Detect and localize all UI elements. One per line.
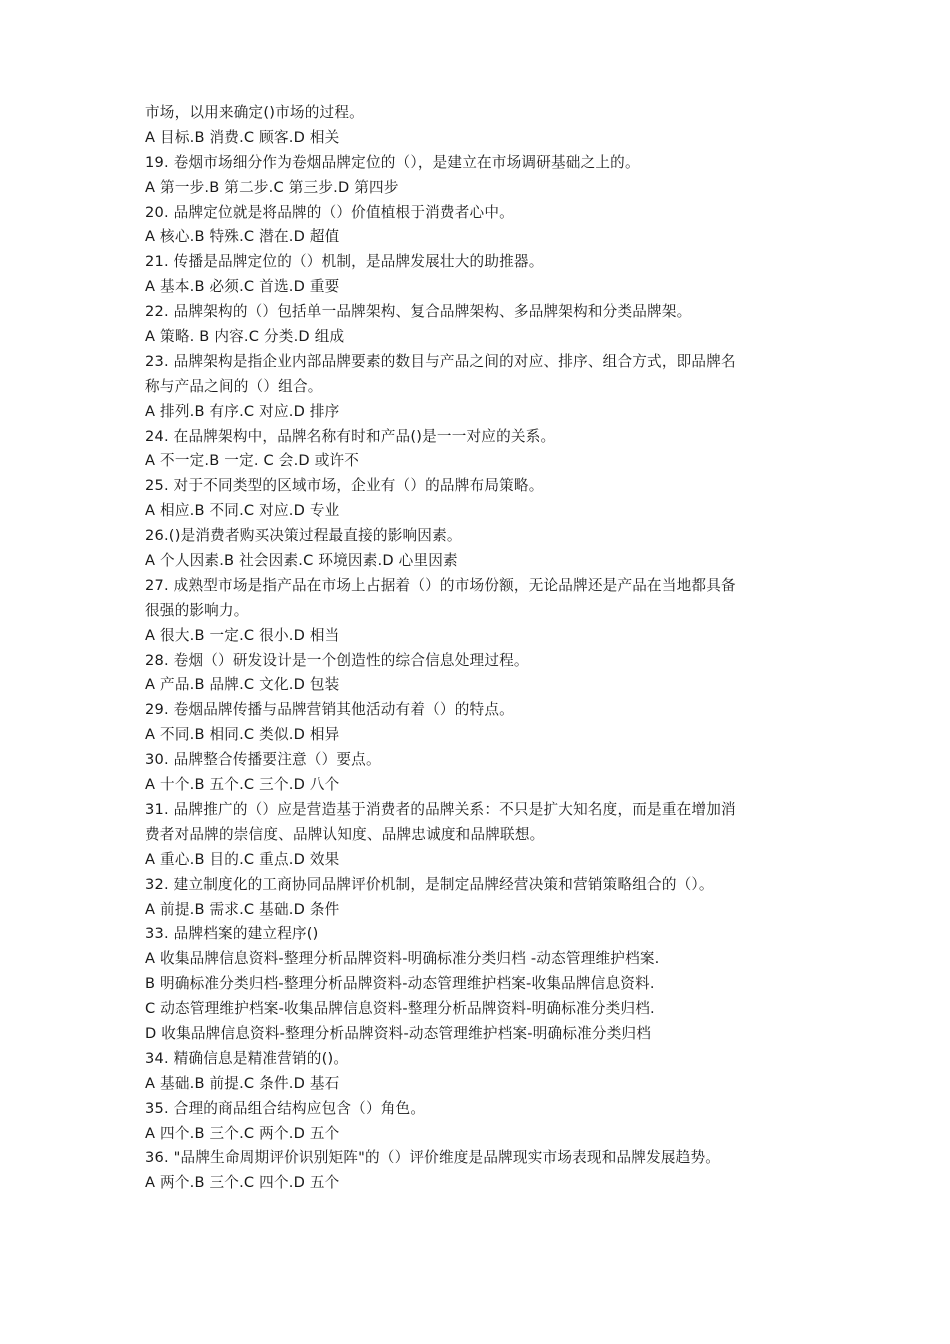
text-line: 24. 在品牌架构中，品牌名称有时和产品()是一一对应的关系。: [145, 427, 556, 445]
text-line: A 目标.B 消费.C 顾客.D 相关: [145, 128, 340, 146]
text-line: A 很大.B 一定.C 很小.D 相当: [145, 626, 340, 644]
text-line: 32. 建立制度化的工商协同品牌评价机制，是制定品牌经营决策和营销策略组合的（）。: [145, 875, 714, 893]
text-line: 35. 合理的商品组合结构应包含（）角色。: [145, 1099, 426, 1117]
text-line: A 四个.B 三个.C 两个.D 五个: [145, 1124, 340, 1142]
text-line: A 两个.B 三个.C 四个.D 五个: [145, 1174, 340, 1192]
text-line: A 基础.B 前提.C 条件.D 基石: [145, 1074, 340, 1092]
text-line: 27. 成熟型市场是指产品在市场上占据着（）的市场份额，无论品牌还是产品在当地都具备: [145, 576, 736, 594]
text-line: 36. "品牌生命周期评价识别矩阵"的（）评价维度是品牌现实市场表现和品牌发展趋势。: [145, 1149, 721, 1167]
text-line: 29. 卷烟品牌传播与品牌营销其他活动有着（）的特点。: [145, 701, 514, 719]
text-line: A 策略. B 内容.C 分类.D 组成: [145, 328, 345, 346]
text-line: A 产品.B 品牌.C 文化.D 包装: [145, 676, 340, 694]
text-line: D 收集品牌信息资料-整理分析品牌资料-动态管理维护档案-明确标准分类归档: [145, 1024, 652, 1042]
text-line: A 基本.B 必须.C 首选.D 重要: [145, 278, 340, 296]
text-line: A 相应.B 不同.C 对应.D 专业: [145, 502, 340, 520]
text-line: 31. 品牌推广的（）应是营造基于消费者的品牌关系：不只是扩大知名度，而是重在增加消: [145, 800, 736, 818]
text-line: 21. 传播是品牌定位的（）机制，是品牌发展壮大的助推器。: [145, 253, 544, 271]
text-line: 19. 卷烟市场细分作为卷烟品牌定位的（），是建立在市场调研基础之上的。: [145, 153, 640, 171]
text-line: A 不同.B 相同.C 类似.D 相异: [145, 726, 340, 744]
text-line: 23. 品牌架构是指企业内部品牌要素的数目与产品之间的对应、排序、组合方式，即品牌名: [145, 352, 736, 370]
text-line: A 重心.B 目的.C 重点.D 效果: [145, 850, 340, 868]
text-line: A 十个.B 五个.C 三个.D 八个: [145, 776, 340, 794]
document-body: [145, 101, 825, 1196]
text-line: A 个人因素.B 社会因素.C 环境因素.D 心里因素: [145, 552, 458, 570]
text-line: 很强的影响力。: [145, 601, 249, 619]
text-line: 30. 品牌整合传播要注意（）要点。: [145, 751, 381, 769]
text-line: A 不一定.B 一定. C 会.D 或许不: [145, 452, 360, 470]
text-line: 20. 品牌定位就是将品牌的（）价值植根于消费者心中。: [145, 203, 514, 221]
text-line: 称与产品之间的（）组合。: [145, 377, 323, 395]
text-line: 33. 品牌档案的建立程序(): [145, 925, 319, 943]
text-line: A 排列.B 有序.C 对应.D 排序: [145, 402, 340, 420]
text-line: 26.()是消费者购买决策过程最直接的影响因素。: [145, 527, 462, 545]
text-line: 34. 精确信息是精准营销的()。: [145, 1049, 349, 1067]
text-line: B 明确标准分类归档-整理分析品牌资料-动态管理维护档案-收集品牌信息资料.: [145, 975, 655, 993]
text-line: A 前提.B 需求.C 基础.D 条件: [145, 900, 340, 918]
text-line: A 第一步.B 第二步.C 第三步.D 第四步: [145, 178, 399, 196]
text-line: A 收集品牌信息资料-整理分析品牌资料-明确标准分类归档 -动态管理维护档案.: [145, 950, 660, 968]
text-line: C 动态管理维护档案-收集品牌信息资料-整理分析品牌资料-明确标准分类归档.: [145, 1000, 655, 1018]
text-line: 25. 对于不同类型的区域市场，企业有（）的品牌布局策略。: [145, 477, 544, 495]
text-line: 费者对品牌的崇信度、品牌认知度、品牌忠诚度和品牌联想。: [145, 825, 545, 843]
text-line: 22. 品牌架构的（）包括单一品牌架构、复合品牌架构、多品牌架构和分类品牌架。: [145, 303, 692, 321]
text-line: 市场，以用来确定()市场的过程。: [145, 104, 364, 121]
text-line: A 核心.B 特殊.C 潜在.D 超值: [145, 228, 340, 246]
text-line: 28. 卷烟（）研发设计是一个创造性的综合信息处理过程。: [145, 651, 529, 669]
